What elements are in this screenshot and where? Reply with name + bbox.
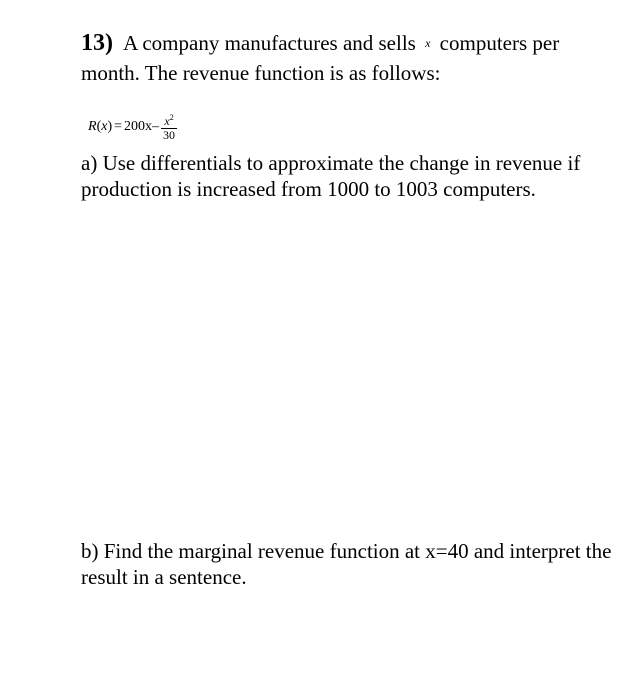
intro-line-1 (81, 30, 559, 59)
part-b-line-2: result in a sentence. (81, 565, 247, 589)
formula-close-paren: ) (107, 118, 113, 134)
formula-arg: x (101, 118, 108, 134)
numerator-var: x (164, 114, 170, 128)
part-a (81, 150, 580, 202)
formula-minus: – (152, 118, 160, 134)
intro-text-2: computers per (439, 31, 560, 55)
intro-line-2: month. The revenue function is as follows: (81, 61, 441, 85)
formula-term1: 200x (124, 118, 153, 134)
formula-equals: = (114, 118, 123, 134)
fraction-denominator: 30 (163, 128, 176, 142)
part-a-line-1: a) Use differentials to approximate the change in revenue if (81, 151, 581, 175)
variable-x: x (425, 36, 431, 50)
formula-open-paren: ( (96, 118, 102, 134)
intro-text-1: A company manufactures and sells (123, 31, 416, 55)
formula-fraction (161, 111, 177, 142)
question-number: 13) (81, 30, 113, 56)
numerator-exponent: 2 (169, 113, 174, 122)
part-b-line-1: b) Find the marginal revenue function at x=40 and interpret the (81, 539, 612, 563)
formula-func: R (88, 118, 97, 134)
problem-intro (81, 30, 559, 86)
part-b (81, 538, 611, 590)
part-a-line-2: production is increased from 1000 to 1003 computers. (81, 177, 536, 201)
fraction-numerator (162, 111, 175, 128)
revenue-formula (88, 111, 177, 142)
